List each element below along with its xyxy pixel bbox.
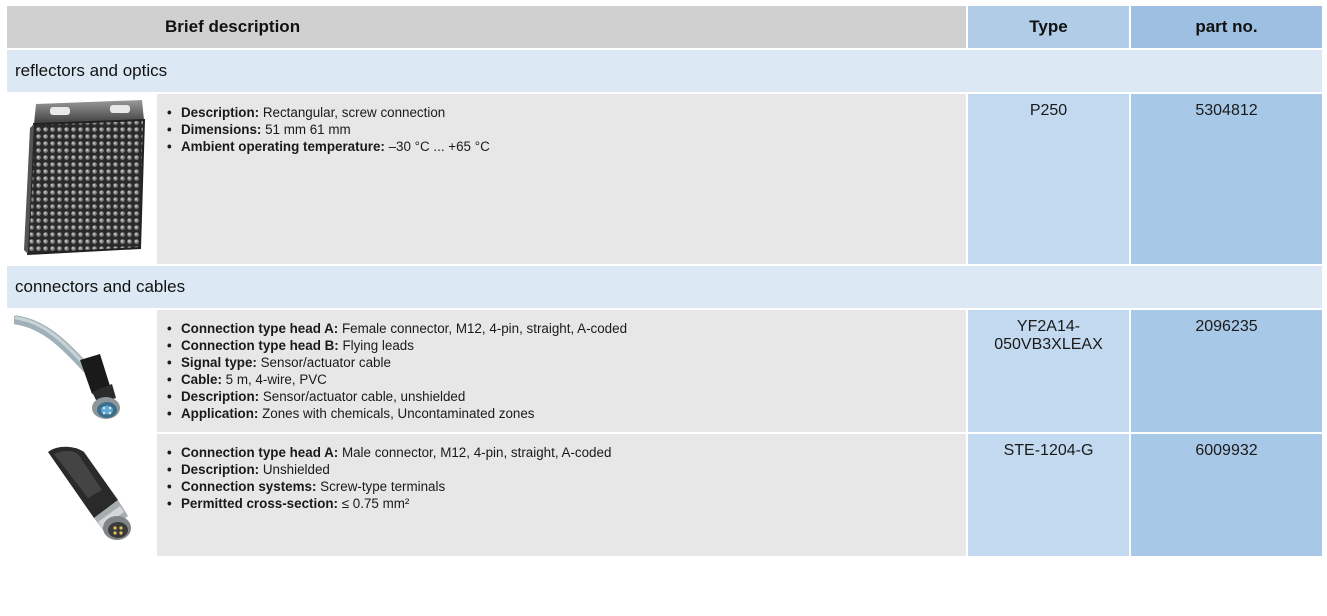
- accessories-table: [7, 6, 1322, 558]
- header-type: Type: [966, 6, 1129, 48]
- male-connector-image: [7, 434, 157, 556]
- type-cell: P250: [966, 94, 1129, 264]
- spec-item: • Connection systems: Screw-type terminals: [167, 478, 966, 495]
- spec-item: • Signal type: Sensor/actuator cable: [167, 354, 966, 371]
- spec-list: [167, 444, 966, 512]
- table-header: [7, 6, 1322, 50]
- header-part-no: part no.: [1129, 6, 1322, 48]
- spec-item: • Description: Unshielded: [167, 461, 966, 478]
- header-brief-description: Brief description: [165, 17, 301, 36]
- part-no-cell: 2096235: [1129, 310, 1322, 432]
- spec-item: • Connection type head B: Flying leads: [167, 337, 966, 354]
- table-row: [7, 310, 1322, 434]
- spec-item: • Permitted cross-section: ≤ 0.75 mm²: [167, 495, 966, 512]
- header-image-column: [7, 6, 157, 48]
- part-no-cell: 6009932: [1129, 434, 1322, 556]
- group-header-reflectors: reflectors and optics: [7, 50, 1322, 94]
- reflector-image: [7, 94, 157, 264]
- spec-item: • Application: Zones with chemicals, Uncontaminated zones: [167, 405, 966, 422]
- group-header-connectors: connectors and cables: [7, 266, 1322, 310]
- product-description: [157, 310, 966, 432]
- part-no-cell: 5304812: [1129, 94, 1322, 264]
- spec-item: • Cable: 5 m, 4-wire, PVC: [167, 371, 966, 388]
- table-row: [7, 94, 1322, 266]
- spec-item: • Connection type head A: Male connector, M12, 4-pin, straight, A-coded: [167, 444, 966, 461]
- spec-list: [167, 104, 966, 155]
- spec-item: • Dimensions: 51 mm 61 mm: [167, 121, 966, 138]
- product-description: [157, 434, 966, 556]
- spec-item: • Description: Rectangular, screw connection: [167, 104, 966, 121]
- type-cell: STE-1204-G: [966, 434, 1129, 556]
- product-description: [157, 94, 966, 264]
- table-row: [7, 434, 1322, 558]
- spec-list: [167, 320, 966, 422]
- female-cable-image: [7, 310, 157, 432]
- type-cell: YF2A14-050VB3XLEAX: [966, 310, 1129, 432]
- spec-item: • Connection type head A: Female connector, M12, 4-pin, straight, A-coded: [167, 320, 966, 337]
- spec-item: • Ambient operating temperature: –30 °C ... +65 °C: [167, 138, 966, 155]
- spec-item: • Description: Sensor/actuator cable, unshielded: [167, 388, 966, 405]
